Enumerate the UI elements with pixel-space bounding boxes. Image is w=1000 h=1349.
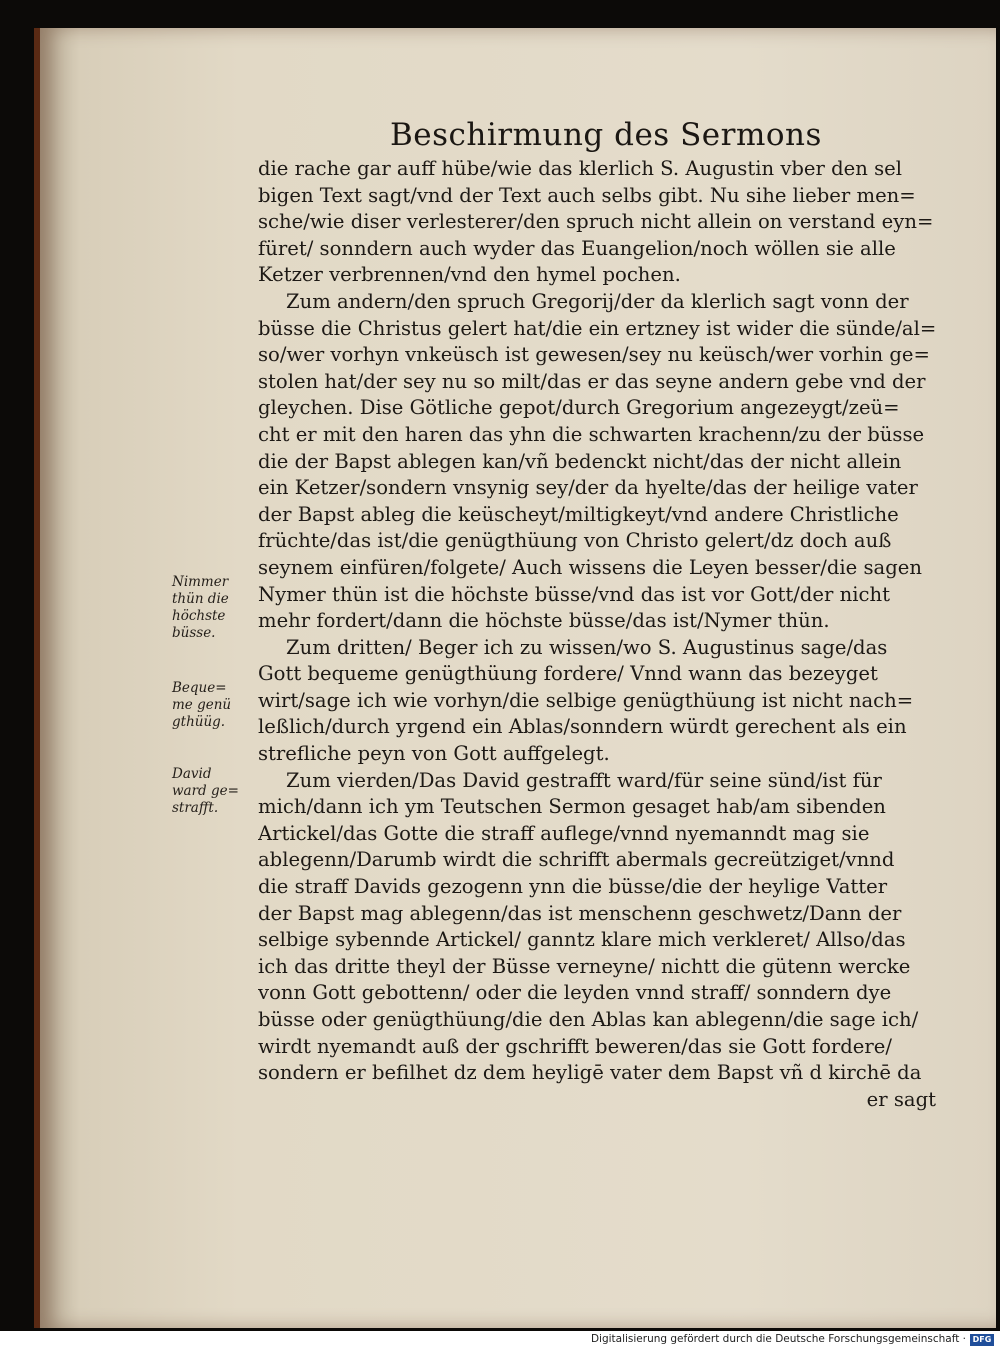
margin-note-line: thün die	[172, 591, 229, 607]
text-line: leßlich/durch yrgend ein Ablas/sonndern würdt gerechent als ein	[258, 715, 907, 739]
text-line: bigen Text sagt/vnd der Text auch selbs gibt. Nu sihe lieber men=	[258, 183, 916, 207]
text-line: sche/wie diser verlesterer/den spruch nicht allein on verstand eyn=	[258, 210, 934, 234]
margin-note-line: gthüüg.	[172, 714, 226, 730]
dfg-logo-icon: DFG	[970, 1334, 994, 1346]
margin-note-david	[172, 766, 254, 817]
text-line: mich/dann ich ym Teutschen Sermon gesaget hab/am sibenden	[258, 795, 886, 819]
text-line: ablegenn/Darumb wirdt die schrifft abermals gecreütziget/vnnd	[258, 848, 895, 872]
margin-note-nimmer	[172, 574, 254, 642]
margin-note-line: ward ge=	[172, 783, 239, 799]
margin-note-line: büsse.	[172, 625, 216, 641]
text-line: büsse die Christus gelert hat/die ein ertzney ist wider die sünde/al=	[258, 316, 936, 340]
text-line: selbige sybennde Artickel/ ganntz klare mich verkleret/ Allso/das	[258, 928, 906, 952]
text-line: Gott bequeme genügthüung fordere/ Vnnd wann das bezeyget	[258, 662, 878, 686]
running-heading: Beschirmung des Sermons	[390, 117, 822, 153]
text-line: ein Ketzer/sondern vnsynig sey/der da hyelte/das der heilige vater	[258, 476, 918, 500]
margin-note-line: David	[172, 766, 212, 782]
text-line: sondern er befilhet dz dem heyligē vater dem Bapst vñ d kirchē da	[258, 1061, 922, 1085]
text-line: stolen hat/der sey nu so milt/das er das seyne andern gebe vnd der	[258, 369, 926, 393]
text-line: füret/ sonndern auch wyder das Euangelion/noch wöllen sie alle	[258, 236, 896, 260]
text-line: Nymer thün ist die höchste büsse/vnd das ist vor Gott/der nicht	[258, 582, 890, 606]
text-line: früchte/das ist/die genügthüung von Christo gelert/dz doch auß	[258, 529, 892, 553]
text-line: cht er mit den haren das yhn die schwarten krachenn/zu der büsse	[258, 422, 925, 446]
text-line: strefliche peyn von Gott auffgelegt.	[258, 742, 610, 766]
text-line: Artickel/das Gotte die straff auflege/vnnd nyemanndt mag sie	[258, 821, 870, 845]
text-line: der Bapst mag ablegenn/das ist menschenn geschwetz/Dann der	[258, 901, 902, 925]
text-line: die straff Davids gezogenn ynn die büsse/die der heylige Vatter	[258, 875, 888, 899]
margin-note-bequeme	[172, 680, 254, 731]
margin-note-line: höchste	[172, 608, 226, 624]
text-line: Ketzer verbrennen/vnd den hymel pochen.	[258, 263, 681, 287]
text-line: Zum andern/den spruch Gregorij/der da klerlich sagt vonn der	[286, 289, 909, 313]
text-line: so/wer vorhyn vnkeüsch ist gewesen/sey nu keüsch/wer vorhin ge=	[258, 343, 930, 367]
text-line: mehr fordert/dann die höchste büsse/das ist/Nymer thün.	[258, 609, 830, 633]
margin-note-line: Beque=	[172, 680, 227, 696]
text-line: Zum vierden/Das David gestrafft ward/für seine sünd/ist für	[286, 768, 882, 792]
text-line: die der Bapst ablegen kan/vñ bedenckt nicht/das der nicht allein	[258, 449, 902, 473]
text-line: büsse oder genügthüung/die den Ablas kan ablegenn/die sage ich/	[258, 1008, 919, 1031]
catchword: er sagt	[866, 1087, 936, 1111]
funding-footer	[0, 1331, 1000, 1349]
margin-note-line: strafft.	[172, 800, 219, 816]
text-line: wirdt nyemandt auß der gschrifft beweren/das sie Gott fordere/	[258, 1034, 892, 1058]
margin-note-line: Nimmer	[172, 574, 229, 590]
text-line: gleychen. Dise Götliche gepot/durch Gregorium angezeygt/zeü=	[258, 396, 900, 420]
text-line: vonn Gott gebottenn/ oder die leyden vnnd straff/ sonndern dye	[258, 981, 892, 1005]
margin-note-line: me genü	[172, 697, 232, 713]
funding-note: Digitalisierung gefördert durch die Deutsche Forschungsgemeinschaft ·	[590, 1333, 966, 1345]
text-line: seynem einfüren/folgete/ Auch wissens die Leyen besser/die sagen	[258, 555, 922, 579]
text-line: der Bapst ableg die keüscheyt/miltigkeyt/vnd andere Christliche	[258, 502, 899, 526]
text-line: wirt/sage ich wie vorhyn/die selbige genügthüung ist nicht nach=	[258, 688, 914, 712]
text-line: Zum dritten/ Beger ich zu wissen/wo S. Augustinus sage/das	[286, 635, 888, 659]
text-line: die rache gar auff hübe/wie das klerlich S. Augustin vber den sel	[258, 157, 903, 180]
body-text	[258, 156, 936, 1113]
text-line: ich das dritte theyl der Büsse verneyne/ nichtt die gütenn wercke	[258, 954, 911, 978]
